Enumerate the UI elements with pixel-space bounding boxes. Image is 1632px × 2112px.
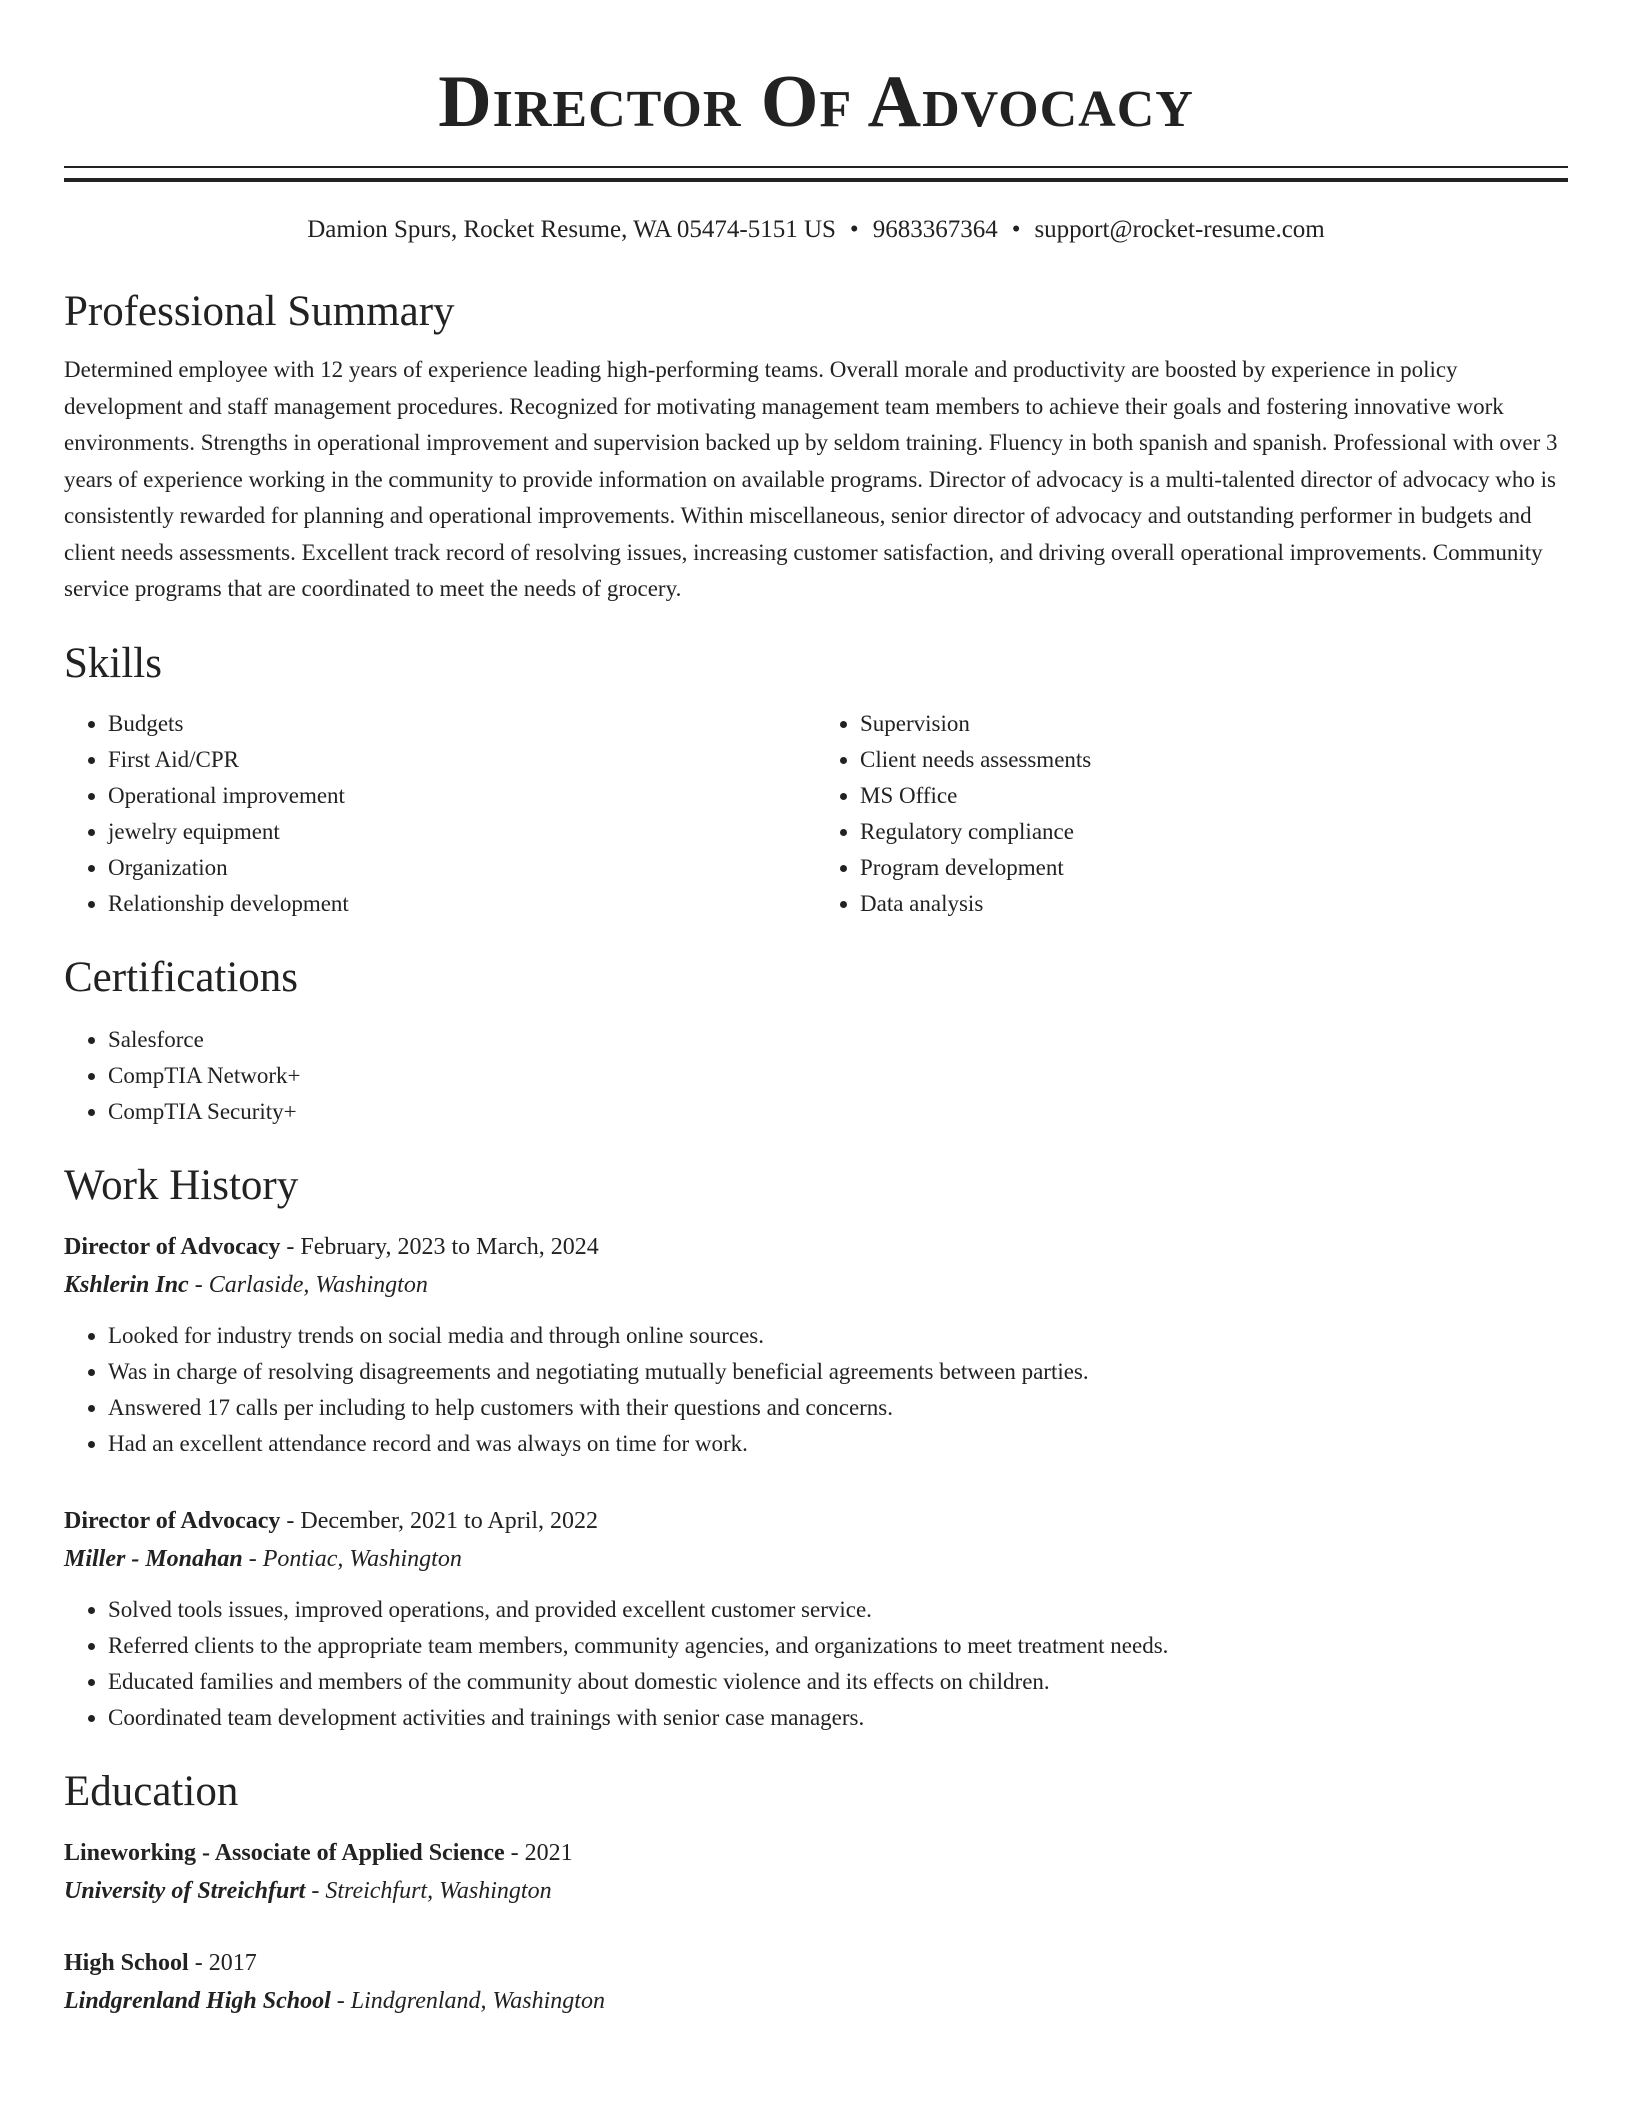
skill-item: • Relationship development — [108, 886, 816, 922]
title-divider — [64, 166, 1568, 182]
contact-phone: 9683367364 — [872, 216, 998, 243]
contact-separator: • — [1011, 216, 1021, 243]
education-degree: High School — [64, 1949, 189, 1976]
education-degree-line — [64, 1834, 1568, 1872]
job-company-line — [64, 1266, 1568, 1304]
contact-address: Damion Spurs, Rocket Resume, WA 05474-5151 US — [307, 216, 836, 243]
job-dates: - December, 2021 to April, 2022 — [280, 1507, 599, 1534]
education-year: - 2021 — [504, 1839, 573, 1866]
education-entry — [64, 1944, 1568, 2020]
job-bullet: • Was in charge of resolving disagreements and negotiating mutually beneficial agreements between parties. — [108, 1354, 1568, 1390]
certification-item: • CompTIA Network+ — [108, 1058, 1568, 1094]
skill-item: • MS Office — [860, 778, 1568, 814]
skills-list-left — [64, 706, 816, 922]
job-bullet: • Had an excellent attendance record and was always on time for work. — [108, 1426, 1568, 1462]
certifications-heading: Certifications — [64, 953, 299, 1001]
skills-list-right — [816, 706, 1568, 922]
education-school-line — [64, 1982, 1568, 2020]
work-history-heading: Work History — [64, 1161, 299, 1209]
education-school-line — [64, 1872, 1568, 1910]
skill-item: • jewelry equipment — [108, 814, 816, 850]
skill-item: • Supervision — [860, 706, 1568, 742]
job-bullet: • Referred clients to the appropriate team members, community agencies, and organizations to meet treatment needs. — [108, 1628, 1568, 1664]
job-location: - Pontiac, Washington — [242, 1545, 462, 1572]
summary-text: Determined employee with 12 years of experience leading high-performing teams. Overall morale and productivity are boosted by experience in policy development and staff management procedures. Recognized for motivating management team members to achieve their goals and fostering innovative work environments. Strengths in operational improvement and supervision backed up by seldom training. Fluency in both spanish and spanish. Professional with over 3 years of experience working in the community to provide information on available programs. Director of advocacy is a multi-talented director of advocacy who is consistently rewarded for planning and operational improvements. Within miscellaneous, senior director of advocacy and outstanding performer in budgets and client needs assessments. Excellent track record of resolving issues, increasing customer satisfaction, and driving overall operational improvements. Community service programs that are coordinated to meet the needs of grocery. — [64, 357, 1558, 601]
certification-item: • Salesforce — [108, 1022, 1568, 1058]
education-location: - Streichfurt, Washington — [305, 1877, 552, 1904]
resume-title: Director Of Advocacy — [438, 61, 1194, 143]
job-bullet: • Looked for industry trends on social media and through online sources. — [108, 1318, 1568, 1354]
job-title: Director of Advocacy — [64, 1507, 281, 1534]
job-title-line — [64, 1228, 1568, 1266]
job-title: Director of Advocacy — [64, 1233, 281, 1260]
skill-item: • Data analysis — [860, 886, 1568, 922]
job-entry — [64, 1228, 1568, 1462]
education-school: Lindgrenland High School — [64, 1987, 331, 2014]
skill-item: • Organization — [108, 850, 816, 886]
job-dates: - February, 2023 to March, 2024 — [280, 1233, 599, 1260]
skills-heading: Skills — [64, 639, 162, 687]
certification-item: • CompTIA Security+ — [108, 1094, 1568, 1130]
summary-heading: Professional Summary — [64, 288, 455, 335]
contact-email: support@rocket-resume.com — [1034, 216, 1325, 243]
education-year: - 2017 — [188, 1949, 257, 1976]
job-title-line — [64, 1502, 1568, 1540]
certifications-list — [64, 1022, 1568, 1130]
skill-item: • Regulatory compliance — [860, 814, 1568, 850]
job-bullets — [64, 1592, 1568, 1736]
education-location: - Lindgrenland, Washington — [330, 1987, 605, 2014]
contact-separator: • — [849, 216, 859, 243]
contact-line — [64, 214, 1568, 246]
education-degree-line — [64, 1944, 1568, 1982]
skill-item: • Program development — [860, 850, 1568, 886]
job-bullet: • Solved tools issues, improved operations, and provided excellent customer service. — [108, 1592, 1568, 1628]
education-heading: Education — [64, 1767, 239, 1815]
skill-item: • Client needs assessments — [860, 742, 1568, 778]
job-bullet: • Answered 17 calls per including to help customers with their questions and concerns. — [108, 1390, 1568, 1426]
skills-columns — [64, 706, 1568, 922]
job-entry — [64, 1502, 1568, 1736]
education-school: University of Streichfurt — [64, 1877, 306, 1904]
job-bullet: • Coordinated team development activities and trainings with senior case managers. — [108, 1700, 1568, 1736]
job-location: - Carlaside, Washington — [188, 1271, 428, 1298]
education-entry — [64, 1834, 1568, 1910]
job-company: Miller - Monahan — [64, 1545, 243, 1572]
job-bullet: • Educated families and members of the community about domestic violence and its effects on children. — [108, 1664, 1568, 1700]
job-company: Kshlerin Inc — [64, 1271, 189, 1298]
skill-item: • Operational improvement — [108, 778, 816, 814]
skill-item: • Budgets — [108, 706, 816, 742]
skill-item: • First Aid/CPR — [108, 742, 816, 778]
job-bullets — [64, 1318, 1568, 1462]
job-company-line — [64, 1540, 1568, 1578]
education-degree: Lineworking - Associate of Applied Science — [64, 1839, 505, 1866]
